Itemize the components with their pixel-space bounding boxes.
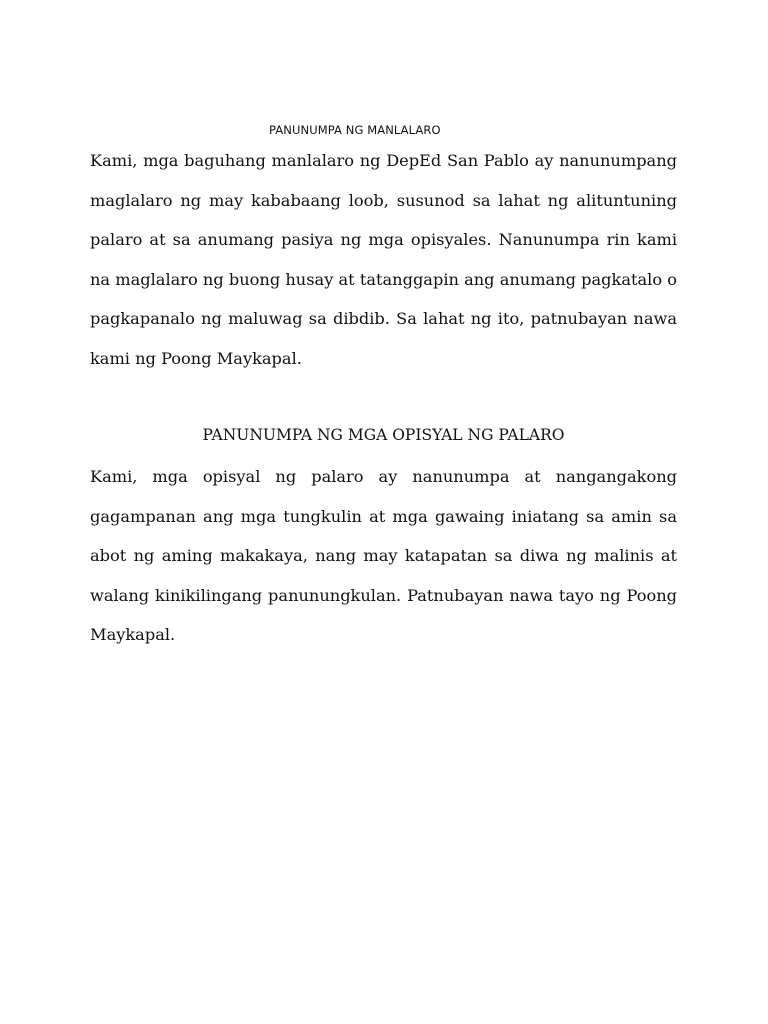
oath-officials-paragraph: Kami, mga opisyal ng palaro ay nanunumpa at nangangakong gagampanan ang mga tungkulin at mga gawaing iniatang sa amin sa abot ng aming makakaya, nang may katapatan sa diwa ng malinis at walang kinikilingang panunungkulan. Patnubayan nawa tayo ng Poong Maykapal.: [90, 467, 677, 645]
oath-officials-heading: PANUNUMPA NG MGA OPISYAL NG PALARO: [202, 426, 565, 444]
oath-players-paragraph: Kami, mga baguhang manlalaro ng DepEd San Pablo ay nanunumpang maglalaro ng may kababaang loob, susunod sa lahat ng alituntuning palaro at sa anumang pasiya ng mga opisyales. Nanunumpa rin kami na maglalaro ng buong husay at tatanggapin ang anumang pagkatalo o pagkapanalo ng maluwag sa dibdib. Sa lahat ng ito, patnubayan nawa kami ng Poong Maykapal.: [90, 151, 677, 368]
oath-players-heading: PANUNUMPA NG MANLALARO: [269, 123, 441, 137]
